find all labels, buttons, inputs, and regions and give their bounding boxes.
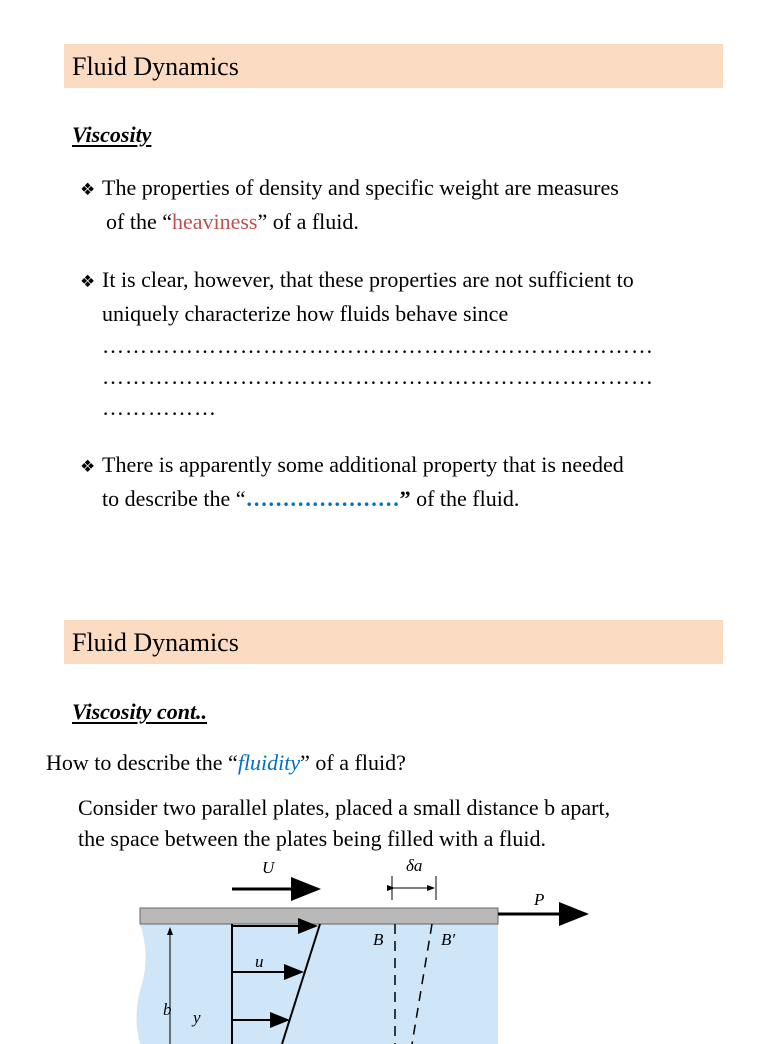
blank-dots-blue: ………………… bbox=[245, 486, 400, 511]
text-fragment: ” of a fluid? bbox=[300, 750, 406, 775]
text-fragment: of the fluid. bbox=[410, 486, 520, 511]
header-title: Fluid Dynamics bbox=[72, 628, 239, 657]
diamond-four-icon: ❖ bbox=[80, 180, 96, 200]
closing-quote: ” bbox=[399, 486, 411, 511]
label-b: b bbox=[163, 1000, 172, 1019]
label-B: B bbox=[373, 930, 384, 949]
bullet-3 bbox=[80, 449, 740, 514]
text-fragment: ” of a fluid. bbox=[257, 209, 359, 234]
plates-line-2: the space between the plates being filled with a fluid. bbox=[78, 826, 546, 851]
moving-plate bbox=[140, 908, 498, 924]
label-U: U bbox=[262, 858, 275, 877]
label-B-prime: B′ bbox=[441, 930, 456, 949]
text-fragment: to describe the “ bbox=[102, 486, 246, 511]
fluidity-question bbox=[46, 747, 406, 778]
plates-paragraph bbox=[78, 792, 610, 854]
bullet-1-line-2 bbox=[80, 209, 359, 234]
section-heading-viscosity-cont: Viscosity cont.. bbox=[72, 699, 208, 724]
plates-line-1: Consider two parallel plates, placed a small distance b apart, bbox=[78, 795, 611, 820]
bullet-2 bbox=[80, 264, 740, 329]
header-title: Fluid Dynamics bbox=[72, 52, 239, 81]
header-band-2 bbox=[64, 620, 723, 664]
header-band-1 bbox=[64, 44, 723, 88]
parallel-plates-figure bbox=[0, 854, 768, 1044]
bullet-2-line-2: uniquely characterize how fluids behave since bbox=[102, 301, 509, 326]
label-delta-a: δa bbox=[406, 856, 423, 875]
label-y: y bbox=[193, 1008, 201, 1027]
diamond-four-icon: ❖ bbox=[80, 272, 96, 292]
text-fragment: of the “ bbox=[106, 209, 172, 234]
diamond-four-icon: ❖ bbox=[80, 457, 96, 477]
blank-dots-1: ……………………………………………………………… bbox=[102, 333, 654, 358]
bullet-1 bbox=[80, 172, 740, 237]
blank-dots-2: ……………………………………………………………… bbox=[102, 364, 654, 389]
label-P: P bbox=[534, 890, 545, 909]
label-u: u bbox=[255, 952, 264, 971]
bullet-3-line-2 bbox=[80, 486, 519, 511]
section-heading-viscosity: Viscosity bbox=[72, 122, 152, 147]
fluidity-word: fluidity bbox=[237, 750, 301, 775]
heaviness-word: heaviness bbox=[171, 209, 258, 234]
bullet-3-line-1: There is apparently some additional property that is needed bbox=[102, 452, 624, 477]
bullet-1-line-1: The properties of density and specific weight are measures bbox=[102, 175, 619, 200]
text-fragment: How to describe the “ bbox=[46, 750, 238, 775]
bullet-2-line-1: It is clear, however, that these properties are not sufficient to bbox=[102, 267, 634, 292]
blank-dots-3: …………… bbox=[102, 395, 217, 420]
